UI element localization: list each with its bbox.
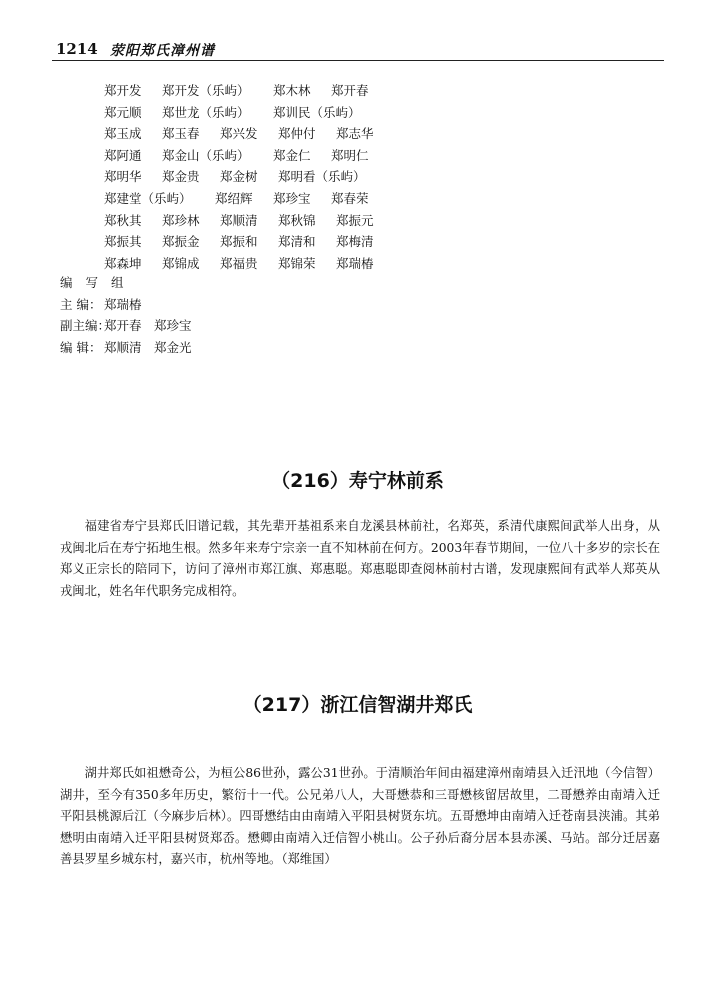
name-entry: 郑春荣 — [331, 190, 369, 206]
header-rule — [52, 60, 664, 61]
staff-chief-editor — [60, 294, 460, 316]
name-entry: 郑开发 — [104, 83, 142, 98]
section-216-paragraph: 福建省寿宁县郑氏旧谱记载，其先辈开基祖系来自龙溪县林前社，名郑英，系清代康熙间武举人出身，从戎闽北后在寿宁拓地生根。然多年来寿宁宗亲一直不知林前在何方。2003年春节期间，一位八十多岁的宗长在郑义正宗长的陪同下，访问了漳州市郑江旗、郑惠聪。郑惠聪即查阅林前村古谱，发现康熙间有武举人郑英从戎闽北，姓名年代职务完成相符。 — [60, 519, 660, 598]
name-entry: 郑锦成 — [162, 255, 200, 271]
name-entry: 郑仲付 — [278, 126, 316, 142]
name-entry: 郑珍林 — [162, 212, 200, 228]
name-entry: 郑福贵 — [220, 255, 258, 271]
name-entry: 郑志华 — [336, 126, 374, 142]
name-row — [104, 123, 564, 145]
name-entry: 郑开春 — [331, 83, 369, 98]
name-entry: 郑玉春 — [162, 126, 200, 142]
running-title: 荥阳郑氏漳州谱 — [110, 43, 215, 59]
name-entry: 郑世龙（乐屿） — [162, 104, 250, 120]
name-entry: 郑木林 — [273, 83, 311, 98]
name-entry: 郑金山（乐屿） — [162, 147, 250, 163]
name-entry: 郑清和 — [278, 234, 316, 250]
name-row — [104, 102, 564, 124]
staff-group-label: 编写组 — [60, 275, 137, 290]
chief-editor-label: 主 编： — [60, 296, 102, 312]
name-entry: 郑明仁 — [331, 147, 369, 163]
name-entry: 郑建堂（乐屿） — [104, 190, 192, 206]
name-entry: 郑振其 — [104, 234, 142, 250]
name-entry: 郑开发（乐屿） — [162, 83, 250, 98]
section-title-216: （216）寿宁林前系 — [271, 470, 444, 492]
editorial-staff — [60, 272, 460, 358]
name-entry: 郑森坤 — [104, 255, 142, 271]
page-number: 1214 — [56, 40, 98, 58]
name-entry: 郑梅清 — [336, 234, 374, 250]
name-entry: 郑金仁 — [273, 147, 311, 163]
section-216-body — [60, 516, 660, 602]
staff-editors — [60, 337, 460, 359]
name-entry: 郑珍宝 — [273, 190, 311, 206]
deputy-editor-label: 副主编： — [60, 318, 111, 334]
name-entry: 郑金贵 — [162, 169, 200, 185]
name-row — [104, 166, 564, 188]
name-entry: 郑振金 — [162, 234, 200, 250]
editors-names: 郑顺清 郑金光 — [104, 339, 192, 355]
section-217-body — [60, 763, 660, 871]
name-entry: 郑元顺 — [104, 104, 142, 120]
name-entry: 郑振元 — [336, 212, 374, 228]
name-entry: 郑明看（乐屿） — [278, 169, 366, 185]
name-row — [104, 231, 564, 253]
section-217-paragraph: 湖井郑氏如祖懋奇公，为桓公86世孙，露公31世孙。于清顺治年间由福建漳州南靖县入迁汛地（今信智）湖井，至今有350多年历史，繁衍十一代。公兄弟八人，大哥懋恭和三哥懋核留居故里，二哥懋养由南靖入迁平阳县桃源后江（今麻步后林）。四哥懋结由由南靖入平阳县树贤东坑。五哥懋坤由南靖入迁苍南县浃浦。其弟懋明由南靖入迁平阳县树贤郑岙。懋卿由南靖入迁信智小桃山。公子孙后裔分居本县赤溪、马站。部分迁居嘉善县罗星乡城东村，嘉兴市，杭州等地。（郑维国） — [60, 766, 660, 866]
name-row — [104, 210, 564, 232]
name-entry: 郑秋其 — [104, 212, 142, 228]
name-list — [104, 80, 564, 274]
section-title-217: （217）浙江信智湖井郑氏 — [242, 694, 473, 716]
name-entry: 郑瑞椿 — [336, 255, 374, 271]
name-row — [104, 188, 564, 210]
name-entry: 郑振和 — [220, 234, 258, 250]
name-entry: 郑明华 — [104, 169, 142, 185]
staff-deputy-editor — [60, 315, 460, 337]
name-entry: 郑金树 — [220, 169, 258, 185]
name-entry: 郑兴发 — [220, 126, 258, 142]
name-entry: 郑绍辉 — [215, 190, 253, 206]
name-entry: 郑顺清 — [220, 212, 258, 228]
editors-label: 编 辑： — [60, 339, 102, 355]
chief-editor-name: 郑瑞椿 — [104, 296, 142, 312]
name-entry: 郑阿通 — [104, 147, 142, 163]
name-entry: 郑秋锦 — [278, 212, 316, 228]
name-row — [104, 80, 564, 102]
name-row — [104, 145, 564, 167]
deputy-editor-names: 郑开春 郑珍宝 — [104, 318, 192, 334]
name-entry: 郑玉成 — [104, 126, 142, 142]
name-entry: 郑训民（乐屿） — [273, 104, 361, 120]
name-entry: 郑锦荣 — [278, 255, 316, 271]
